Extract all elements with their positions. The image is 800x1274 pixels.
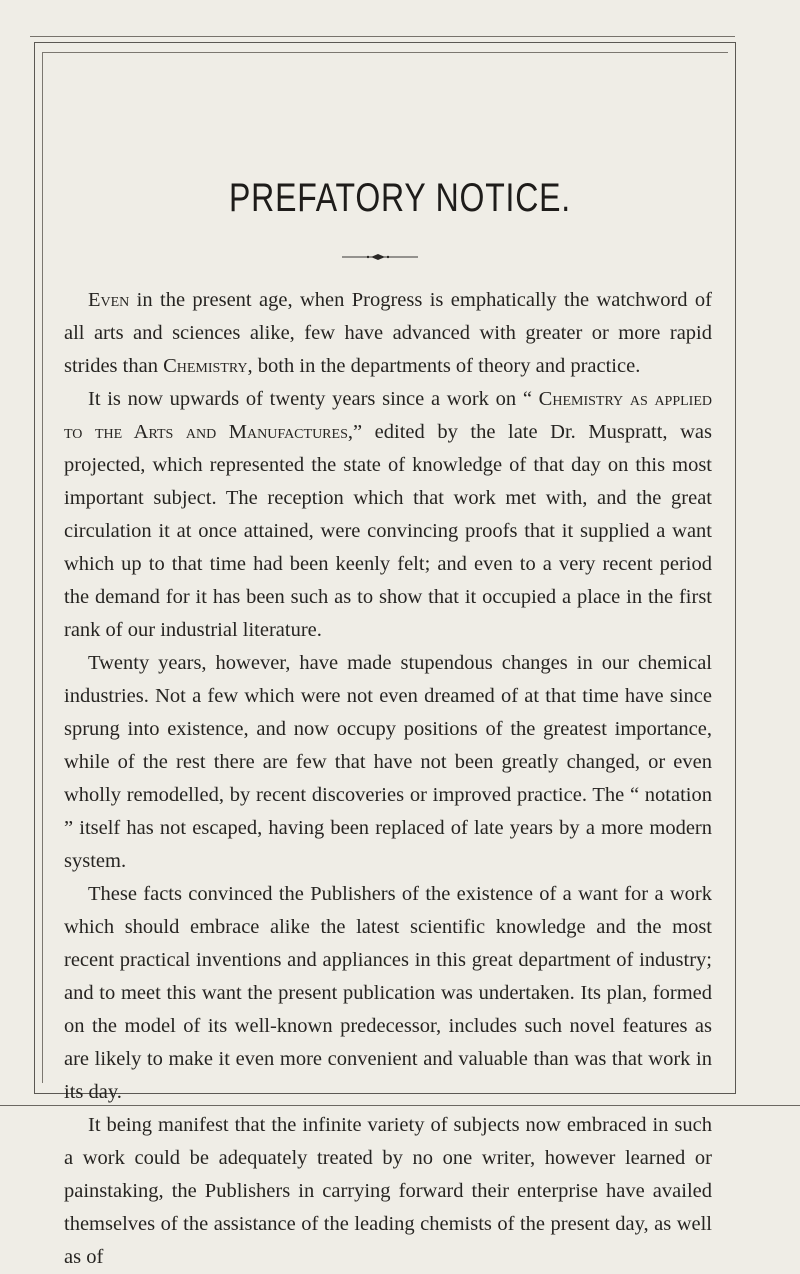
paragraph-text: in the present age, when Progress is emphatically the watchword of all arts and sciences alike, few have advanced with greater or more rapid strides than	[64, 289, 712, 377]
paragraph-text: It is now upwards of twenty years since a work on “	[88, 388, 539, 410]
ornament-divider	[342, 253, 418, 261]
paragraph-text: ,” edited by the late Dr. Muspratt, was projected, which represented the state of knowledge of that day on this most important subject. The reception which that work met with, and the great circulation it at once attained, were convincing proofs that it supplied a want which up to that time had been keenly felt; and even to a very recent period the demand for it has been such as to show that it occupied a place in the first rank of our industrial literature.	[64, 421, 712, 641]
small-caps-term: Chemistry	[163, 355, 248, 377]
page-title: PREFATORY NOTICE.	[229, 176, 571, 220]
top-rule	[30, 36, 735, 37]
body-text	[64, 284, 712, 1274]
paragraph-2	[64, 383, 712, 647]
paragraph-4: These facts convinced the Publishers of the existence of a want for a work which should embrace alike the latest scientific knowledge and the most recent practical inventions and appliances in this great department of industry; and to meet this want the present publication was undertaken. Its plan, formed on the model of its well-known predecessor, includes such novel features as are likely to make it even more convenient and valuable than was that work in its day.	[64, 883, 712, 1103]
paragraph-3: Twenty years, however, have made stupendous changes in our chemical industries. Not a few which were not even dreamed of at that time have since sprung into existence, and now occupy positions of the greatest importance, while of the rest there are few that have not been greatly changed, or even wholly remodelled, by recent discoveries or improved practice. The “ notation ” itself has not escaped, having been replaced of late years by a more modern system.	[64, 652, 712, 872]
lead-word: Even	[88, 289, 130, 311]
paragraph-5: It being manifest that the infinite variety of subjects now embraced in such a work could be adequately treated by no one writer, however learned or painstaking, the Publishers in carrying forward their enterprise have availed themselves of the assistance of the leading chemists of the present day, as well as of	[64, 1114, 712, 1268]
book-title: Chemistry as applied to the Arts and Manufactures	[64, 388, 713, 443]
paragraph-text: , both in the departments of theory and practice.	[247, 355, 641, 377]
paragraph-1	[64, 284, 712, 383]
